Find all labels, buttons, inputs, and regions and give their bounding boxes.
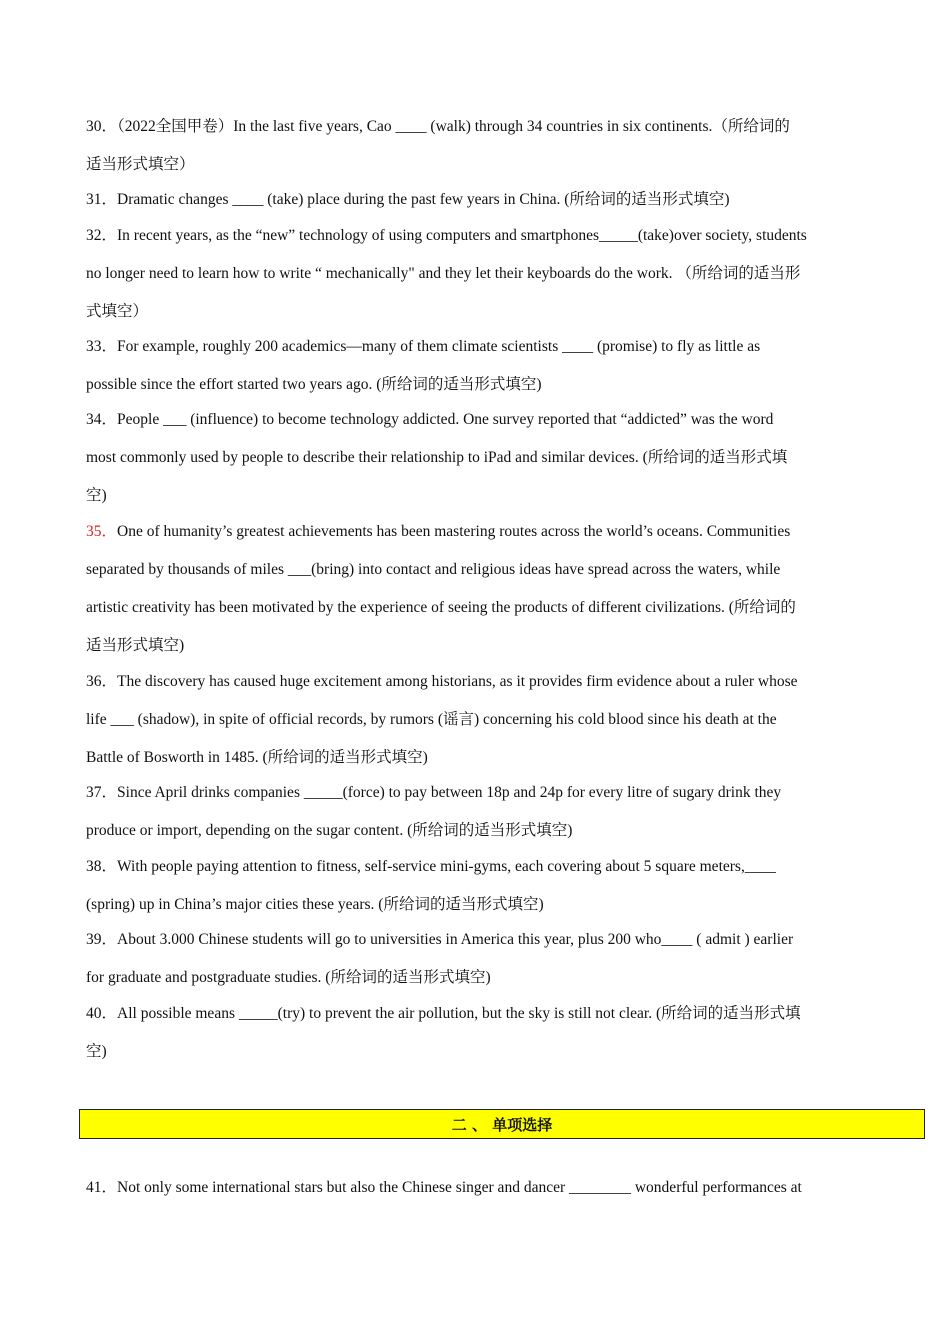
question-39-line-1 — [86, 930, 793, 950]
section-header — [79, 1109, 925, 1139]
question-40-line-1 — [86, 1004, 801, 1024]
question-31-line-1 — [86, 190, 730, 210]
question-text: possible since the effort started two years ago. (所给词的适当形式填空) — [86, 376, 542, 393]
question-30-line-1 — [86, 117, 790, 137]
question-text: Battle of Bosworth in 1485. (所给词的适当形式填空) — [86, 749, 428, 766]
question-39-line-2 — [86, 968, 491, 988]
question-41-line-1 — [86, 1178, 802, 1198]
question-number: 38． — [86, 858, 118, 875]
question-text: no longer need to learn how to write “ mechanically" and they let their keyboards do the work. （所给词的适当形 — [86, 265, 801, 282]
question-34-line-2 — [86, 448, 787, 468]
question-number: 31． — [86, 191, 118, 208]
question-text: Not only some international stars but also the Chinese singer and dancer ________ wonderful performances at — [117, 1179, 802, 1196]
section-title: 二 、 单项选择 — [451, 1115, 553, 1134]
question-34-line-1 — [86, 410, 773, 430]
question-text: For example, roughly 200 academics—many of them climate scientists ____ (promise) to fly as little as — [117, 338, 761, 355]
question-number: 39． — [86, 931, 118, 948]
question-number: 37． — [86, 784, 118, 801]
question-text: produce or import, depending on the sugar content. (所给词的适当形式填空) — [86, 822, 573, 839]
question-text: 空) — [86, 1043, 107, 1060]
question-38-line-1 — [86, 857, 776, 877]
question-text: 适当形式填空) — [86, 637, 185, 654]
question-number: 36． — [86, 673, 118, 690]
question-text: About 3.000 Chinese students will go to universities in America this year, plus 200 who____ ( admit ) earlier — [117, 931, 794, 948]
question-text: 式填空） — [86, 303, 149, 320]
question-33-line-2 — [86, 375, 542, 395]
question-30-line-2 — [86, 155, 195, 175]
question-text: With people paying attention to fitness, self-service mini-gyms, each covering about 5 square meters,____ — [117, 858, 776, 875]
question-text: for graduate and postgraduate studies. (所给词的适当形式填空) — [86, 969, 491, 986]
question-text: （2022全国甲卷）In the last five years, Cao ____ (walk) through 34 countries in six continents.（所给词的 — [117, 118, 790, 135]
question-text: The discovery has caused huge excitement among historians, as it provides firm evidence about a ruler whose — [117, 673, 798, 690]
question-40-line-2 — [86, 1042, 107, 1062]
question-text: One of humanity’s greatest achievements has been mastering routes across the world’s oceans. Communities — [117, 523, 791, 540]
question-text: In recent years, as the “new” technology of using computers and smartphones_____(take)over society, students — [117, 227, 807, 244]
question-text: Dramatic changes ____ (take) place during the past few years in China. (所给词的适当形式填空) — [117, 191, 730, 208]
question-37-line-1 — [86, 783, 781, 803]
question-text: 空) — [86, 487, 107, 504]
question-35-line-1 — [86, 522, 790, 542]
question-37-line-2 — [86, 821, 572, 841]
question-32-line-3 — [86, 302, 148, 322]
question-32-line-1 — [86, 226, 807, 246]
question-text: People ___ (influence) to become technology addicted. One survey reported that “addicted” was the word — [117, 411, 774, 428]
question-38-line-2 — [86, 895, 544, 915]
question-number: 35． — [86, 523, 118, 540]
question-text: most commonly used by people to describe their relationship to iPad and similar devices. (所给词的适当形式填 — [86, 449, 788, 466]
question-33-line-1 — [86, 337, 760, 357]
question-number: 41． — [86, 1179, 118, 1196]
question-number: 34． — [86, 411, 118, 428]
question-number: 32． — [86, 227, 118, 244]
question-36-line-1 — [86, 672, 798, 692]
question-35-line-4 — [86, 636, 184, 656]
question-36-line-2 — [86, 710, 777, 730]
question-text: life ___ (shadow), in spite of official records, by rumors (谣言) concerning his cold blood since his death at the — [86, 711, 777, 728]
question-text: 适当形式填空） — [86, 156, 195, 173]
question-number: 30． — [86, 118, 118, 135]
question-number: 40． — [86, 1005, 118, 1022]
question-32-line-2 — [86, 264, 800, 284]
question-text: artistic creativity has been motivated by the experience of seeing the products of different civilizations. (所给词的 — [86, 599, 796, 616]
question-35-line-3 — [86, 598, 796, 618]
question-text: separated by thousands of miles ___(bring) into contact and religious ideas have spread across the waters, while — [86, 561, 781, 578]
question-34-line-3 — [86, 486, 107, 506]
question-35-line-2 — [86, 560, 780, 580]
question-text: Since April drinks companies _____(force) to pay between 18p and 24p for every litre of sugary drink they — [117, 784, 782, 801]
question-text: (spring) up in China’s major cities these years. (所给词的适当形式填空) — [86, 896, 544, 913]
question-36-line-3 — [86, 748, 428, 768]
question-number: 33． — [86, 338, 118, 355]
question-text: All possible means _____(try) to prevent the air pollution, but the sky is still not clear. (所给词的适当形式填 — [117, 1005, 801, 1022]
